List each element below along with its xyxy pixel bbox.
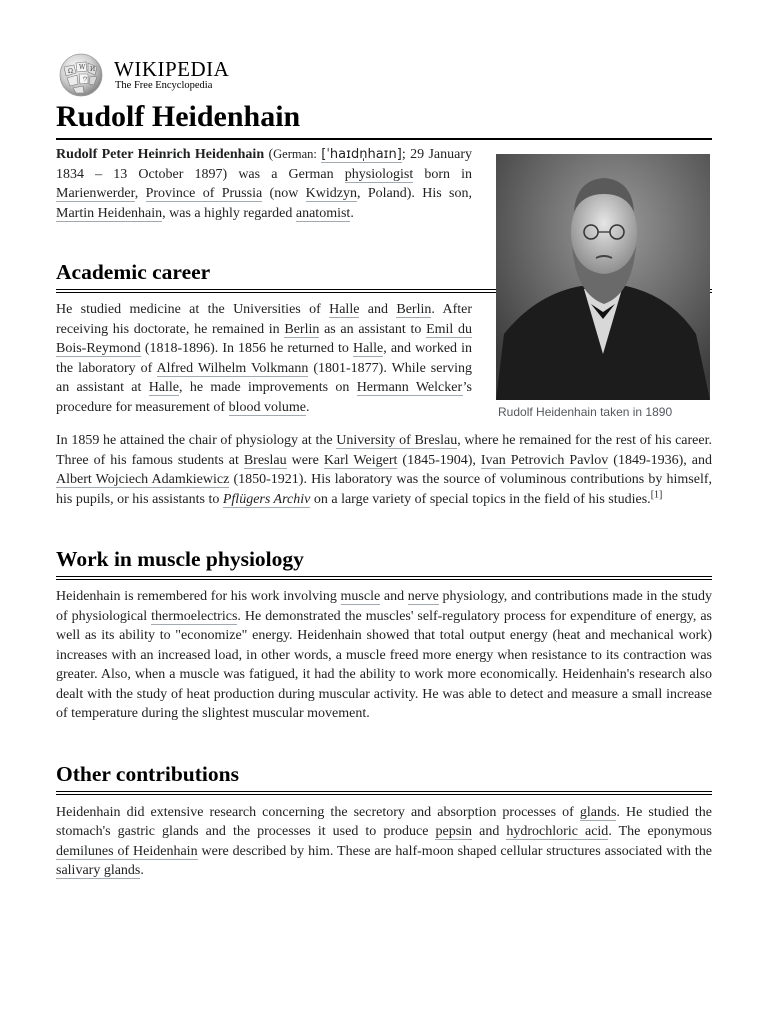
lead-text: born in <box>413 166 472 182</box>
link-demilunes-of-heidenhain[interactable]: demilunes of Heidenhain <box>56 843 198 859</box>
infobox-caption: Rudolf Heidenhain taken in 1890 <box>498 405 673 419</box>
link-university-of-breslau[interactable]: University of Breslau <box>336 433 458 448</box>
site-brand <box>114 58 229 92</box>
academic-paragraph-2 <box>56 431 712 509</box>
body-text: ’s procedure for measurement of <box>56 380 472 415</box>
link-breslau[interactable]: Breslau <box>243 452 287 468</box>
portrait-photo[interactable] <box>496 154 710 400</box>
wikipedia-globe-logo <box>56 53 106 97</box>
body-text: (1801-1877). While serving an assistant at <box>56 360 472 395</box>
wikipedia-wordmark: WIKIPEDIA <box>114 57 230 81</box>
link-thermoelectrics[interactable]: thermoelectrics <box>151 608 238 624</box>
body-text: . The eponymous <box>608 824 712 839</box>
infobox <box>494 154 712 419</box>
link-berlin[interactable]: Berlin <box>396 302 432 317</box>
svg-text:Ω: Ω <box>68 68 73 75</box>
link-halle[interactable]: Halle <box>329 302 360 317</box>
body-text: were <box>286 452 324 468</box>
body-text: (1818-1896). In 1856 he returned to <box>140 341 353 356</box>
link-hermann-welcker[interactable]: Hermann Welcker <box>356 380 463 395</box>
reference-1[interactable]: [1] <box>650 488 663 500</box>
link-marienwerder[interactable]: Marienwerder <box>56 186 135 201</box>
body-text: . <box>140 863 144 878</box>
link-halle[interactable]: Halle <box>352 341 384 356</box>
body-text: He studied medicine at the Universities of <box>56 302 330 317</box>
link-ivan-petrovich-pavlov[interactable]: Ivan Petrovich Pavlov <box>480 452 609 468</box>
link-anatomist[interactable]: anatomist <box>295 205 351 221</box>
body-text: and <box>472 824 507 839</box>
heading-other-contributions: Other contributions <box>56 760 712 795</box>
body-text: , and worked in the laboratory of <box>56 341 472 376</box>
lead-text: (now <box>262 186 306 201</box>
lead-text: , <box>134 186 146 201</box>
body-text: . <box>305 399 310 415</box>
link-berlin[interactable]: Berlin <box>284 321 320 337</box>
link-pepsin[interactable]: pepsin <box>435 824 473 839</box>
lead-text: , Poland). His son, <box>357 186 473 201</box>
body-text: In 1859 he attained the chair of physiology at the <box>56 433 337 448</box>
heading-academic-career: Academic career <box>56 258 712 293</box>
german-label: German: <box>273 147 317 161</box>
body-text: , he made improvements on <box>179 380 357 395</box>
body-text: Heidenhain is remembered for his work involving <box>56 589 341 604</box>
page-title: Rudolf Heidenhain <box>56 98 712 140</box>
body-text: . After receiving his doctorate, he remained in <box>56 302 472 337</box>
ipa-link[interactable]: [ˈhaɪdn̩haɪn] <box>321 147 402 162</box>
site-header[interactable] <box>56 52 712 98</box>
muscle-paragraph <box>56 587 712 724</box>
svg-text:ウ: ウ <box>82 76 89 83</box>
body-text: , where he remained for the rest of his career. Three of his famous students at <box>56 433 712 468</box>
body-text: were described by him. These are half-moon shaped cellular structures associated with the <box>197 843 712 859</box>
link-physiologist[interactable]: physiologist <box>344 166 414 182</box>
link-glands[interactable]: glands <box>579 804 617 820</box>
body-text: on a large variety of special topics in the field of his studies. <box>310 491 651 507</box>
link-martin-heidenhain[interactable]: Martin Heidenhain <box>56 205 163 221</box>
link-province-of-prussia[interactable]: Province of Prussia <box>145 186 263 201</box>
body-text: and <box>380 589 408 604</box>
other-paragraph <box>56 803 712 881</box>
body-text: . He demonstrated the muscles' self-regulatory process for expenditure of energy, as well as its ability to "economize" energy. Heidenhain showed that total output energy (heat and mechanical work) increases with an increased load, in other words, a muscle freed more energy when resistance to its contraction was greater. Also, when a muscle was fatigued, it had the ability to work more economically. Heidenhain's research also dealt with the study of heat production during muscular activity. He was able to detect and measure a small increase of temperature during the slightest muscular movement. <box>56 608 712 721</box>
lead-text: , was a highly regarded <box>162 205 296 221</box>
svg-text:И: И <box>90 66 96 73</box>
link-muscle[interactable]: muscle <box>340 589 381 604</box>
body-text: (1849-1936), and <box>608 452 713 468</box>
link-hydrochloric-acid[interactable]: hydrochloric acid <box>506 824 609 839</box>
site-tagline: The Free Encyclopedia <box>115 80 213 91</box>
subject-name: Rudolf Peter Heinrich Heidenhain <box>56 147 265 162</box>
link-kwidzyn[interactable]: Kwidzyn <box>305 186 357 201</box>
link-blood-volume[interactable]: blood volume <box>228 399 306 415</box>
body-text: as an assistant to <box>319 321 427 337</box>
article <box>56 52 712 881</box>
lead-text: ( <box>264 147 274 162</box>
link-nerve[interactable]: nerve <box>407 589 439 604</box>
body-text: physiology, and contributions made in the study of physiological <box>56 589 712 624</box>
link-salivary-glands[interactable]: salivary glands <box>56 863 141 878</box>
body-text: . He studied the stomach's gastric glands and the processes it used to produce <box>56 804 712 839</box>
body-text: (1845-1904), <box>397 452 481 468</box>
link-halle[interactable]: Halle <box>148 380 180 395</box>
link-pflugers-archiv[interactable]: Pflügers Archiv <box>222 491 311 507</box>
body-text: (1850-1921). His laboratory was the source of voluminous contributions by himself, his pupils, or his assistants to <box>56 472 713 507</box>
lead-text: . <box>350 205 354 221</box>
lead-text: ; 29 January 1834 – 13 October 1897) was a German <box>56 147 472 182</box>
body-text: and <box>359 302 397 317</box>
link-alfred-wilhelm-volkmann[interactable]: Alfred Wilhelm Volkmann <box>156 360 309 376</box>
svg-text:W: W <box>79 64 86 71</box>
link-karl-weigert[interactable]: Karl Weigert <box>323 452 398 468</box>
link-albert-wojciech-adamkiewicz[interactable]: Albert Wojciech Adamkiewicz <box>56 472 230 487</box>
heading-muscle-physiology: Work in muscle physiology <box>56 545 712 580</box>
link-emil-du-bois-reymond[interactable]: Emil du Bois-Reymond <box>56 321 472 356</box>
body-text: Heidenhain did extensive research concerning the secretory and absorption processes of <box>56 804 580 820</box>
